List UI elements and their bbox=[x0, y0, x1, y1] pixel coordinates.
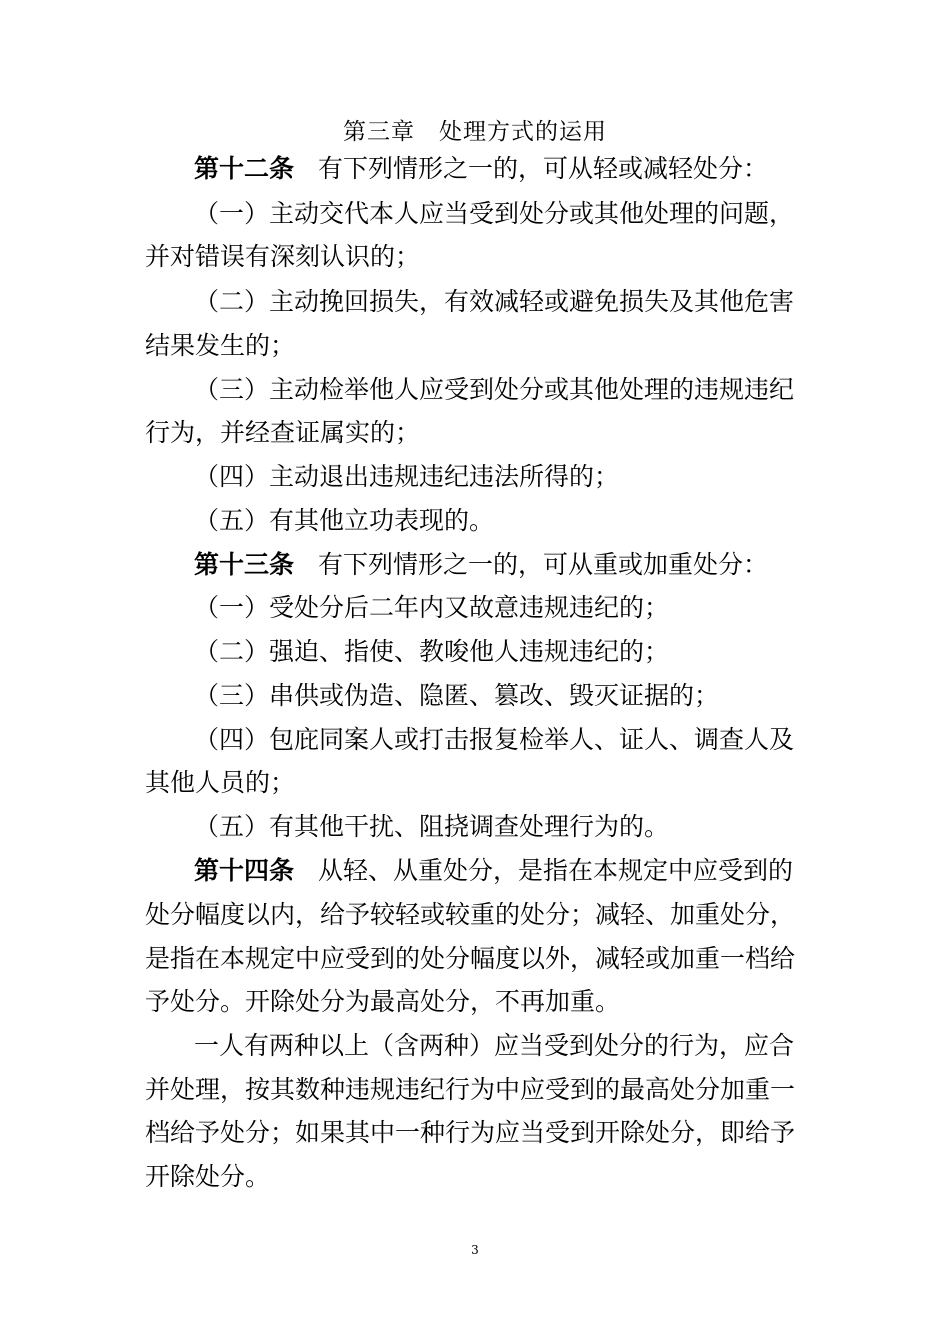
chapter-title: 第三章 处理方式的运用 bbox=[343, 119, 607, 145]
article-12-item-1: （一）主动交代本人应当受到处分或其他处理的问题， bbox=[194, 199, 795, 228]
article-12-item-1-cont: 并对错误有深刻认识的； bbox=[145, 242, 421, 271]
article-12-item-3: （三）主动检举他人应受到处分或其他处理的违规违纪 bbox=[194, 375, 795, 404]
article-12-item-5: （五）有其他立功表现的。 bbox=[194, 506, 495, 535]
article-14-para2-line-2: 并处理，按其数种违规违纪行为中应受到的最高处分加重一 bbox=[145, 1075, 796, 1104]
article-12-label: 第十二条 bbox=[194, 154, 295, 183]
article-13-item-2: （二）强迫、指使、教唆他人违规违纪的； bbox=[194, 637, 670, 666]
article-14-para2-line-4: 开除处分。 bbox=[145, 1162, 271, 1191]
article-12-item-2-cont: 结果发生的； bbox=[145, 331, 296, 360]
article-14-para2-line-1: 一人有两种以上（含两种）应当受到处分的行为，应合 bbox=[194, 1031, 795, 1060]
article-14-line-3: 是指在本规定中应受到的处分幅度以外，减轻或加重一档给 bbox=[145, 944, 796, 973]
article-13-item-5: （五）有其他干扰、阻挠调查处理行为的。 bbox=[194, 812, 670, 841]
article-13-item-3: （三）串供或伪造、隐匿、篡改、毁灭证据的； bbox=[194, 681, 720, 710]
article-13-item-4: （四）包庇同案人或打击报复检举人、证人、调查人及 bbox=[194, 725, 795, 754]
article-14-line-2: 处分幅度以内，给予较轻或较重的处分；减轻、加重处分， bbox=[145, 900, 796, 929]
page-number: 3 bbox=[471, 1243, 479, 1257]
article-14-line-4: 予处分。开除处分为最高处分，不再加重。 bbox=[145, 987, 621, 1016]
article-13-label: 第十三条 bbox=[194, 550, 295, 579]
article-13-heading bbox=[194, 548, 824, 582]
article-13-item-4-cont: 其他人员的； bbox=[145, 768, 296, 797]
article-12-item-3-cont: 行为，并经查证属实的； bbox=[145, 418, 421, 447]
article-13-intro: 有下列情形之一的，可从重或加重处分： bbox=[318, 550, 769, 579]
article-12-item-4: （四）主动退出违规违纪违法所得的； bbox=[194, 462, 620, 491]
article-14-heading bbox=[194, 854, 824, 888]
article-14-line-1: 从轻、从重处分，是指在本规定中应受到的 bbox=[318, 856, 794, 885]
article-12-heading bbox=[194, 152, 824, 186]
article-14-para2-line-3: 档给予处分；如果其中一种行为应当受到开除处分，即给予 bbox=[145, 1118, 796, 1147]
article-13-item-1: （一）受处分后二年内又故意违规违纪的； bbox=[194, 593, 670, 622]
article-14-label: 第十四条 bbox=[194, 856, 295, 885]
article-12-item-2: （二）主动挽回损失，有效减轻或避免损失及其他危害 bbox=[194, 287, 795, 316]
article-12-intro: 有下列情形之一的，可从轻或减轻处分： bbox=[318, 154, 769, 183]
